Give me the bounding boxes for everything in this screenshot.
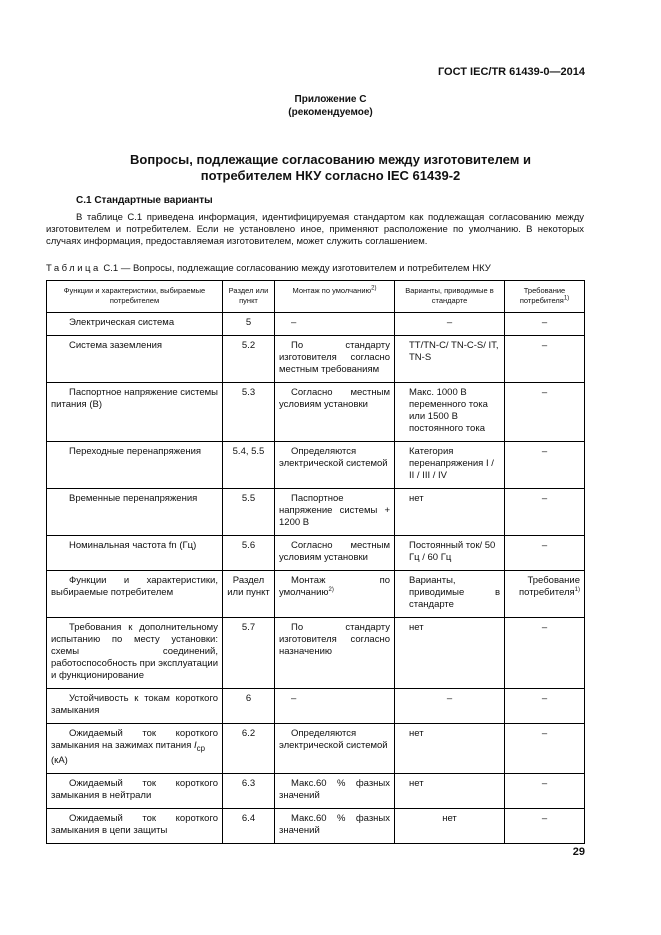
table-caption-prefix: Таблица: [46, 263, 101, 274]
cell-options: –: [395, 313, 505, 336]
header-cell: [505, 281, 585, 313]
cell-customer: –: [505, 489, 585, 536]
header-cell: Функции и характеристики, выбираемые потребителем: [47, 281, 223, 313]
section-title: С.1 Стандартные варианты: [76, 195, 213, 206]
table-row: [47, 689, 585, 724]
cell-section: 6.4: [223, 808, 275, 843]
header-cell: Варианты, приводимые в стандарте: [395, 281, 505, 313]
cell-default: По стандарту изготовителя согласно назначению: [275, 618, 395, 689]
cell-options: –: [395, 689, 505, 724]
standard-designation: ГОСТ IEC/TR 61439-0—2014: [437, 66, 585, 78]
cell-text: Ожидаемый ток короткого замыкания на зажимах питания: [51, 728, 218, 751]
cell-customer: –: [505, 336, 585, 383]
cell-options: нет: [395, 808, 505, 843]
cell-function: Ожидаемый ток короткого замыкания в нейтрали: [47, 773, 223, 808]
cell-customer: –: [505, 808, 585, 843]
cell-options: TT/TN-C/ TN-C-S/ IT, TN-S: [395, 336, 505, 383]
document-title-line1: Вопросы, подлежащие согласованию между изготовителем и: [130, 152, 531, 167]
cell-default: –: [275, 313, 395, 336]
document-title: [60, 152, 601, 184]
table-row: [47, 724, 585, 774]
cell-options: нет: [395, 489, 505, 536]
header-cell-text: Монтаж по умолчанию: [279, 575, 390, 598]
cell-options: нет: [395, 618, 505, 689]
cell-customer: –: [505, 618, 585, 689]
current-symbol: I: [193, 740, 197, 751]
cell-section: 5.6: [223, 536, 275, 571]
cell-customer: –: [505, 313, 585, 336]
cell-section: 5.7: [223, 618, 275, 689]
cell-function: Переходные перенапряжения: [47, 442, 223, 489]
header-cell-text: Требование потребителя: [519, 286, 566, 305]
cell-options: Постоянный ток/ 50 Гц / 60 Гц: [395, 536, 505, 571]
agreement-table: [46, 280, 585, 844]
cell-default: –: [275, 689, 395, 724]
cell-default: Макс.60 % фазных значений: [275, 773, 395, 808]
cell-default: Паспортное напряжение системы + 1200 В: [275, 489, 395, 536]
document-title-line2: потребителем НКУ согласно IEC 61439-2: [200, 168, 461, 183]
cell-section: 6: [223, 689, 275, 724]
cell-function: Временные перенапряжения: [47, 489, 223, 536]
cell-section: 5.3: [223, 383, 275, 442]
cell-default: Согласно местным условиям установки: [275, 383, 395, 442]
cell-function: Паспортное напряжение системы питания (В): [47, 383, 223, 442]
cell-customer: –: [505, 383, 585, 442]
cell-options: Категория перенапряжения I / II / III / IV: [395, 442, 505, 489]
cell-default: Определяются электрической системой: [275, 442, 395, 489]
cell-section: 5.2: [223, 336, 275, 383]
cell-customer: –: [505, 724, 585, 774]
table-row: [47, 442, 585, 489]
table-header-row: [47, 281, 585, 313]
cell-function: Требования к дополнительному испытанию по месту установки: схемы соединений, работоспособность при эксплуатации и функционирование: [47, 618, 223, 689]
table-row: [47, 808, 585, 843]
cell-function: [47, 724, 223, 774]
cell-unit: (кА): [51, 754, 68, 766]
table-header-row-repeat: [47, 571, 585, 618]
table-row: [47, 489, 585, 536]
header-cell: Раздел или пункт: [223, 571, 275, 618]
footnote-ref: 1): [574, 586, 580, 593]
current-subscript: cp: [196, 743, 205, 753]
cell-customer: –: [505, 773, 585, 808]
cell-options: Макс. 1000 В переменного тока или 1500 В постоянного тока: [395, 383, 505, 442]
cell-function: Система заземления: [47, 336, 223, 383]
cell-default: По стандарту изготовителя согласно местным требованиям: [275, 336, 395, 383]
cell-section: 5.5: [223, 489, 275, 536]
cell-section: 5.4, 5.5: [223, 442, 275, 489]
header-cell-text: Монтаж по умолчанию: [292, 286, 372, 295]
cell-options: нет: [395, 773, 505, 808]
cell-default: Макс.60 % фазных значений: [275, 808, 395, 843]
table-row: [47, 383, 585, 442]
table-row: [47, 773, 585, 808]
cell-customer: –: [505, 689, 585, 724]
cell-section: 6.3: [223, 773, 275, 808]
cell-function: Электрическая система: [47, 313, 223, 336]
annex-heading: [0, 93, 661, 119]
cell-customer: –: [505, 536, 585, 571]
cell-customer: –: [505, 442, 585, 489]
table-caption-text: С.1 — Вопросы, подлежащие согласованию между изготовителем и потребителем НКУ: [103, 263, 491, 274]
cell-function: Номинальная частота fn (Гц): [47, 536, 223, 571]
intro-paragraph: В таблице С.1 приведена информация, идентифицируемая стандартом как подлежащая согласованию между изготовителем и потребителем. Если не установлено иное, применяют расположение по умолчанию. В некоторых случаях информация, предоставляемая изготовителем, может служить соглашением.: [46, 212, 584, 247]
header-cell: Варианты, приводимые в стандарте: [395, 571, 505, 618]
cell-options: нет: [395, 724, 505, 774]
table-row: [47, 618, 585, 689]
header-cell-text: Требование потребителя: [518, 575, 580, 598]
header-cell: [505, 571, 585, 618]
cell-default: Согласно местным условиям установки: [275, 536, 395, 571]
header-cell: [275, 281, 395, 313]
annex-subtitle: (рекомендуемое): [288, 107, 373, 118]
cell-function: Устойчивость к токам короткого замыкания: [47, 689, 223, 724]
cell-section: 5: [223, 313, 275, 336]
page-number: 29: [572, 846, 585, 858]
table-row: [47, 536, 585, 571]
cell-default: Определяются электрической системой: [275, 724, 395, 774]
table-caption: [46, 263, 491, 274]
footnote-ref: 2): [328, 586, 334, 593]
footnote-ref: 1): [563, 295, 570, 302]
table-row: [47, 336, 585, 383]
annex-title: Приложение С: [294, 94, 367, 105]
cell-section: 6.2: [223, 724, 275, 774]
cell-function: Ожидаемый ток короткого замыкания в цепи защиты: [47, 808, 223, 843]
footnote-ref: 2): [371, 285, 377, 292]
table-row: [47, 313, 585, 336]
header-cell: Раздел или пункт: [223, 281, 275, 313]
header-cell: [275, 571, 395, 618]
header-cell: Функции и характеристики, выбираемые потребителем: [47, 571, 223, 618]
